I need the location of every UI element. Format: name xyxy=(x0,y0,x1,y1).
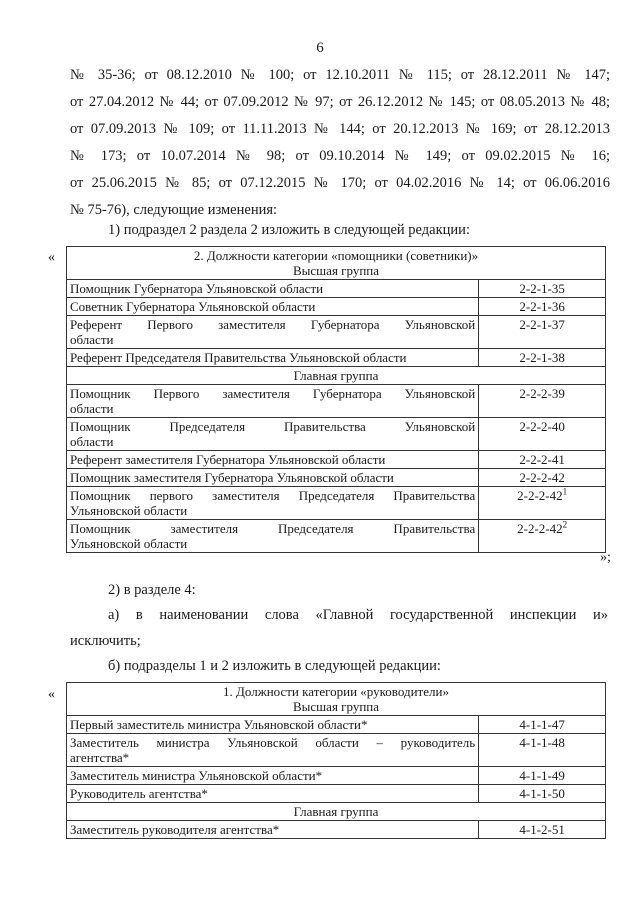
table-row: Помощник Губернатора Ульяновской области 2-2-1-35 xyxy=(67,280,606,298)
table-title: 2. Должности категории «помощники (советники)» Высшая группа xyxy=(67,247,606,280)
table-row: Первый заместитель министра Ульяновской области* 4-1-1-47 xyxy=(67,716,606,734)
intro-line: № 173; от 10.07.2014 № 98; от 09.10.2014 № 149; от 09.02.2015 № 16; xyxy=(70,148,610,164)
table-row: Заместитель министра Ульяновской области – руководитель агентства* 4-1-1-48 xyxy=(67,734,606,767)
table-assistants xyxy=(66,246,606,553)
table-leaders xyxy=(66,682,606,839)
intro-paragraph xyxy=(70,62,610,224)
table-row: Помощник первого заместителя Председателя Правительства Ульяновской области $2-2-2-42^1$ xyxy=(67,487,606,520)
quote-open-2: « xyxy=(48,687,55,702)
group-heading: Главная группа xyxy=(67,367,606,385)
item-2: 2) в разделе 4: xyxy=(108,582,196,598)
table-row: Заместитель министра Ульяновской области* 4-1-1-49 xyxy=(67,767,606,785)
group-heading: Главная группа xyxy=(67,803,606,821)
item-2a-tail: исключить; xyxy=(70,633,141,649)
intro-line: № 75-76), следующие изменения: xyxy=(70,202,278,218)
table-row: Заместитель руководителя агентства* 4-1-2-51 xyxy=(67,821,606,839)
intro-line: № 35-36; от 08.12.2010 № 100; от 12.10.2011 № 115; от 28.12.2011 № 147; xyxy=(70,67,610,83)
table-row: Помощник заместителя Губернатора Ульяновской области 2-2-2-42 xyxy=(67,469,606,487)
table-title: 1. Должности категории «руководители» Высшая группа xyxy=(67,683,606,716)
item-2a: а) в наименовании слова «Главной государственной инспекции и» xyxy=(108,607,608,623)
table-row: Референт заместителя Губернатора Ульяновской области 2-2-2-41 xyxy=(67,451,606,469)
intro-line: от 25.06.2015 № 85; от 07.12.2015 № 170; от 04.02.2016 № 14; от 06.06.2016 xyxy=(70,175,610,191)
table-row: Референт Первого заместителя Губернатора Ульяновской области 2-2-1-37 xyxy=(67,316,606,349)
item-2b: б) подразделы 1 и 2 изложить в следующей редакции: xyxy=(108,658,441,674)
intro-line: от 27.04.2012 № 44; от 07.09.2012 № 97; от 26.12.2012 № 145; от 08.05.2013 № 48; xyxy=(70,94,610,110)
quote-close-1: »; xyxy=(600,550,611,565)
table-row: Помощник Председателя Правительства Ульяновской области 2-2-2-40 xyxy=(67,418,606,451)
table-row: Руководитель агентства* 4-1-1-50 xyxy=(67,785,606,803)
quote-open-1: « xyxy=(48,250,55,265)
table-row: Советник Губернатора Ульяновской области 2-2-1-36 xyxy=(67,298,606,316)
table-row: Референт Председателя Правительства Ульяновской области 2-2-1-38 xyxy=(67,349,606,367)
table-row: Помощник заместителя Председателя Правительства Ульяновской области $2-2-2-42^2$ xyxy=(67,520,606,553)
item-1: 1) подраздел 2 раздела 2 изложить в следующей редакции: xyxy=(108,222,470,238)
page-number: 6 xyxy=(316,40,324,56)
table-row: Помощник Первого заместителя Губернатора Ульяновской области 2-2-2-39 xyxy=(67,385,606,418)
intro-line: от 07.09.2013 № 109; от 11.11.2013 № 144; от 20.12.2013 № 169; от 28.12.2013 xyxy=(70,121,610,137)
